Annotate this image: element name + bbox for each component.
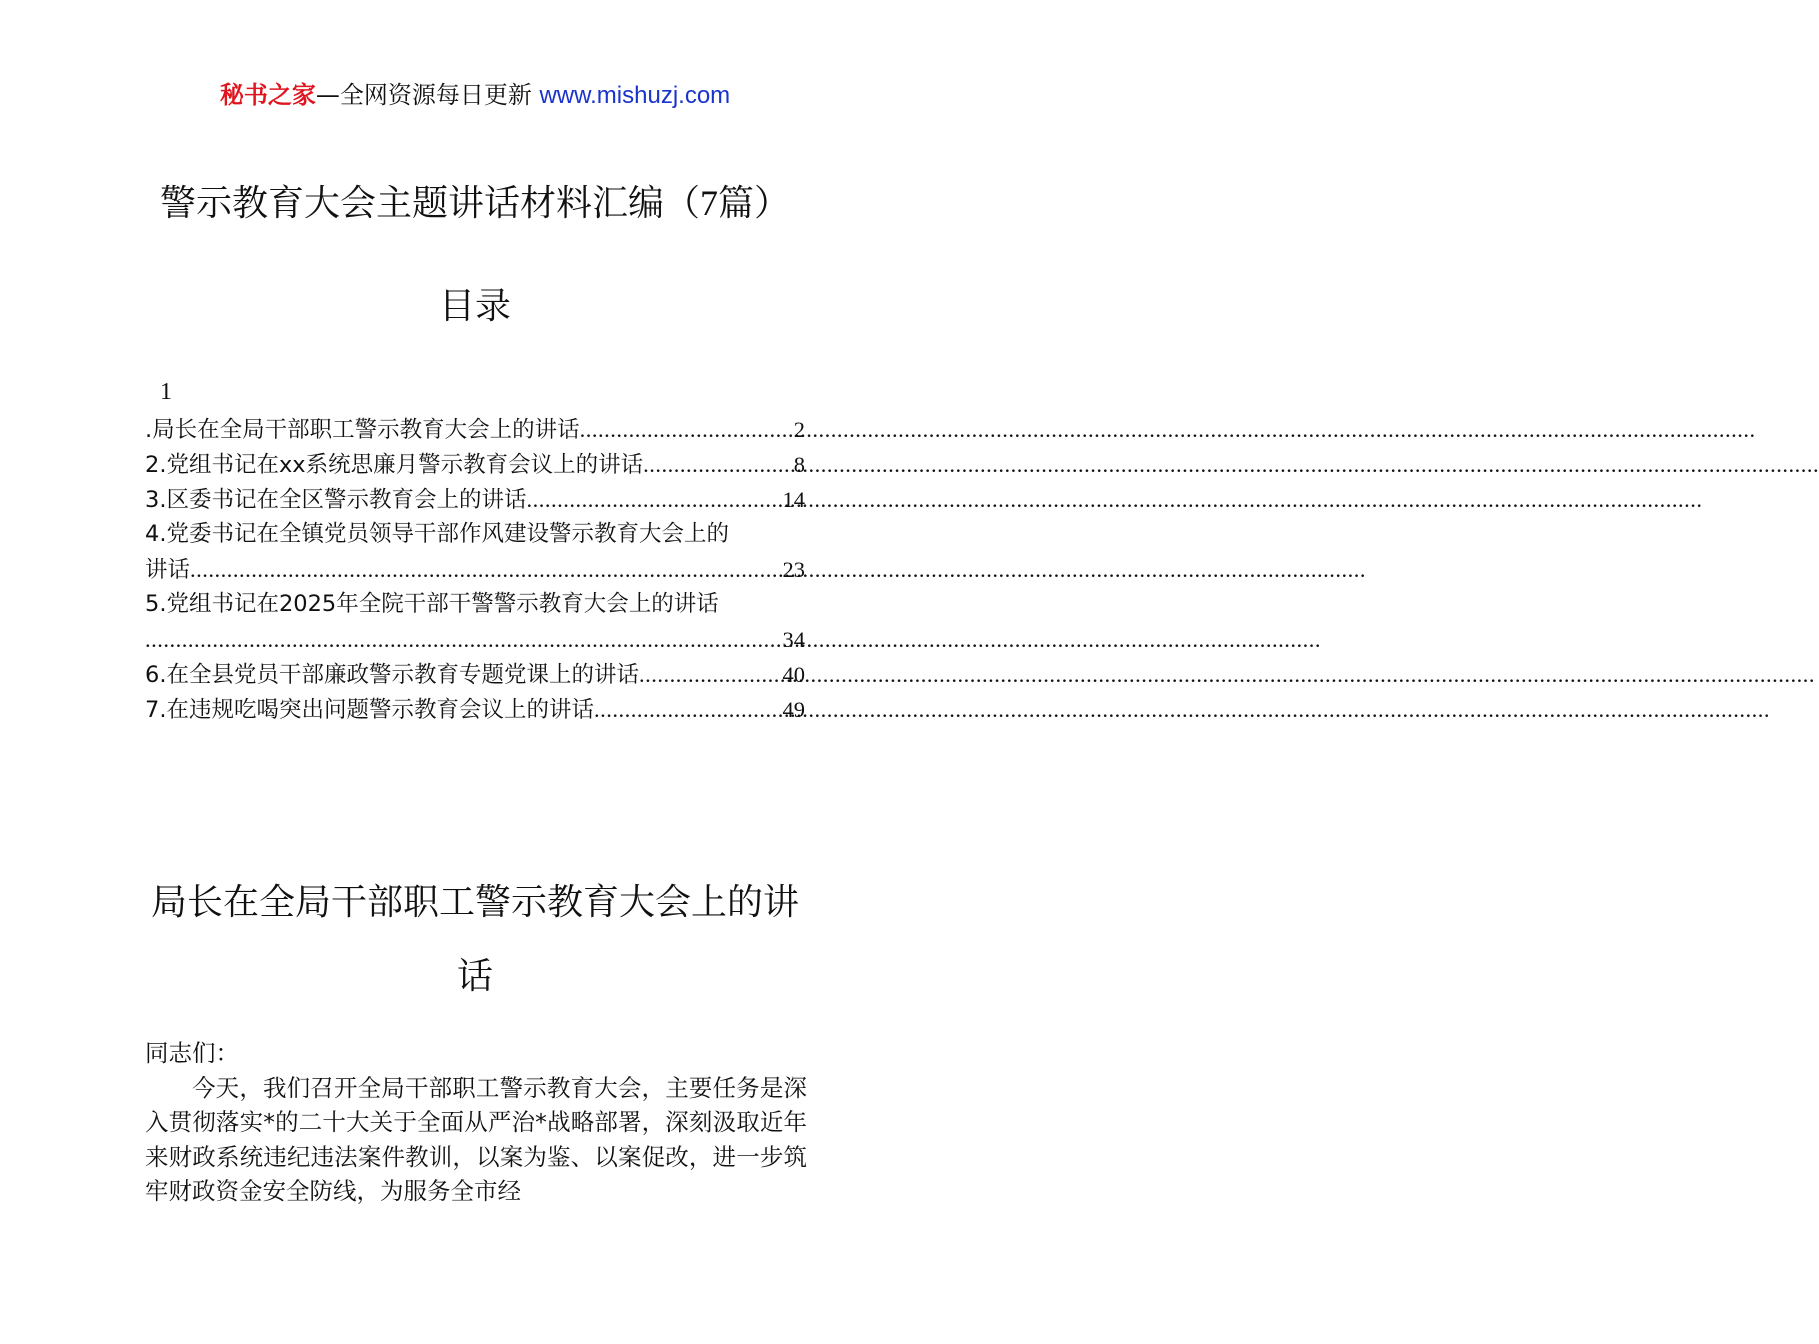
salutation: 同志们： <box>145 1039 239 1067</box>
toc-entry-text: 2.党组书记在xx系统思廉月警示教育会议上的讲话 <box>145 452 644 478</box>
toc-entry-text: 4.党委书记在全镇党员领导干部作风建设警示教育大会上的 <box>145 521 729 547</box>
toc-stray-number: 1 <box>160 379 172 405</box>
toc-leader <box>639 657 783 692</box>
title-prefix: 警示教育大会主题讲话材料汇编（ <box>159 183 700 224</box>
toc-leader <box>526 482 782 517</box>
toc-entry-text: 7.在违规吃喝突出问题警示教育会议上的讲话 <box>145 697 594 723</box>
site-url-link[interactable]: www.mishuzj.com <box>539 82 731 109</box>
toc-entry-4-line2[interactable] <box>145 552 805 587</box>
toc-entry-7[interactable] <box>145 692 805 727</box>
toc-entry-text: 讲话 <box>145 557 191 583</box>
toc-leader <box>594 692 783 727</box>
article-body <box>145 1036 807 1209</box>
title-suffix: 篇） <box>718 183 791 224</box>
toc-page-number: 40 <box>782 662 805 687</box>
toc-entry-text: 5.党组书记在2025年全院干部干警警示教育大会上的讲话 <box>145 591 719 617</box>
toc-entry-text: .局长在全局干部职工警示教育大会上的讲话 <box>145 417 580 443</box>
toc-page-number: 23 <box>782 557 805 582</box>
toc-page-number: 8 <box>793 452 805 477</box>
article-title-line1: 局长在全局干部职工警示教育大会上的讲 <box>150 882 799 923</box>
toc-entry-5-line2[interactable] <box>145 622 805 657</box>
toc-page-number: 49 <box>782 697 805 722</box>
toc-entry-text: 3.区委书记在全区警示教育会上的讲话 <box>145 487 527 513</box>
toc-entry-2[interactable] <box>145 447 805 482</box>
brand-name: 秘书之家 <box>219 81 316 109</box>
toc-entry-3[interactable] <box>145 482 805 517</box>
toc-page-number: 14 <box>782 487 805 512</box>
toc-leader <box>190 552 782 587</box>
table-of-contents <box>145 412 805 727</box>
article-title <box>0 866 950 1014</box>
toc-page-number: 2 <box>793 417 805 442</box>
toc-page-number: 34 <box>782 627 805 652</box>
toc-leader <box>643 447 794 482</box>
toc-entry-1[interactable] <box>145 412 805 447</box>
article-title-line2: 话 <box>456 956 493 997</box>
toc-entry-4-line1[interactable] <box>145 517 805 552</box>
body-paragraph: 今天，我们召开全局干部职工警示教育大会，主要任务是深入贯彻落实*的二十大关于全面从严治*战略部署，深刻汲取近年来财政系统违纪违法案件教训，以案为鉴、以案促改，进一步筑牢财政资金安全防线，为服务全市经 <box>145 1073 807 1205</box>
toc-heading: 目录 <box>438 286 511 327</box>
toc-leader <box>145 622 783 657</box>
toc-entry-6[interactable] <box>145 657 805 692</box>
toc-entry-5-line1[interactable] <box>145 587 805 622</box>
document-title <box>0 178 950 229</box>
toc-entry-text: 6.在全县党员干部廉政警示教育专题党课上的讲话 <box>145 662 639 688</box>
title-count: 7 <box>700 183 718 223</box>
toc-leader <box>580 412 794 447</box>
site-banner <box>0 78 950 113</box>
banner-slogan: —全网资源每日更新 <box>315 81 532 109</box>
